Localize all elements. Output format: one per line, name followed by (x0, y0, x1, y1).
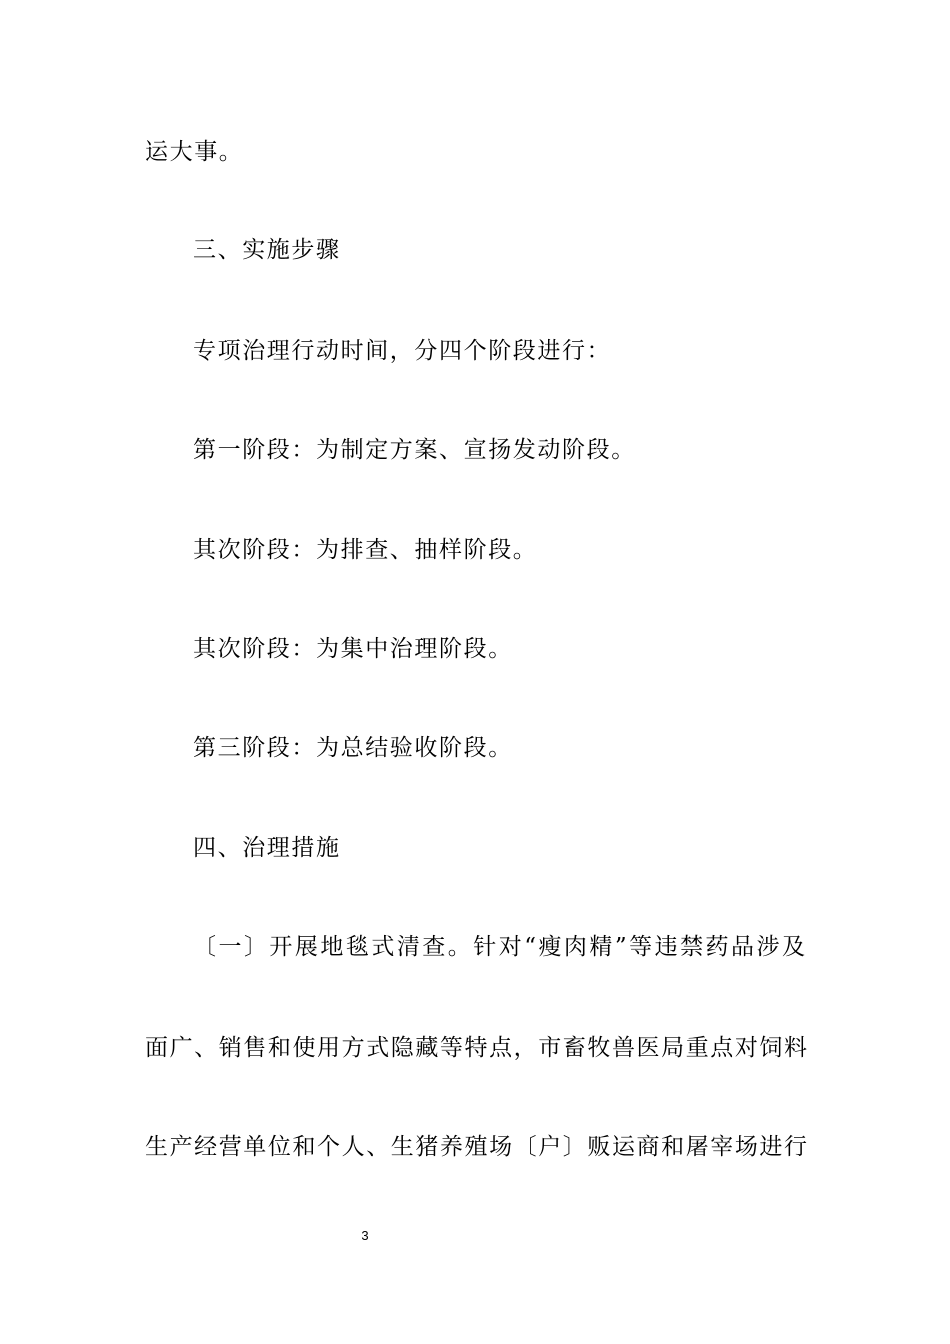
paragraph-stage-two: 其次阶段：为排查、抽样阶段。 (193, 537, 538, 563)
paragraph-schedule-intro: 专项治理行动时间，分四个阶段进行： (193, 338, 612, 364)
section-heading-implementation-steps: 三、实施步骤 (193, 237, 341, 263)
paragraph-measure-one-line-3: 生产经营单位和个人、生猪养殖场〔户〕贩运商和屠宰场进行 (145, 1134, 807, 1160)
page-number: 3 (361, 1228, 369, 1243)
paragraph-stage-four: 第三阶段：为总结验收阶段。 (193, 735, 513, 761)
text-line-continuation: 运大事。 (145, 139, 244, 165)
paragraph-measure-one-line-2: 面广、销售和使用方式隐藏等特点，市畜牧兽医局重点对饲料 (145, 1035, 807, 1061)
section-heading-measures: 四、治理措施 (193, 835, 341, 861)
paragraph-stage-three: 其次阶段：为集中治理阶段。 (193, 636, 513, 662)
paragraph-measure-one-line-1: 〔一〕开展地毯式清查。针对“瘦肉精”等违禁药品涉及 (193, 934, 805, 960)
paragraph-stage-one: 第一阶段：为制定方案、宣扬发动阶段。 (193, 437, 636, 463)
